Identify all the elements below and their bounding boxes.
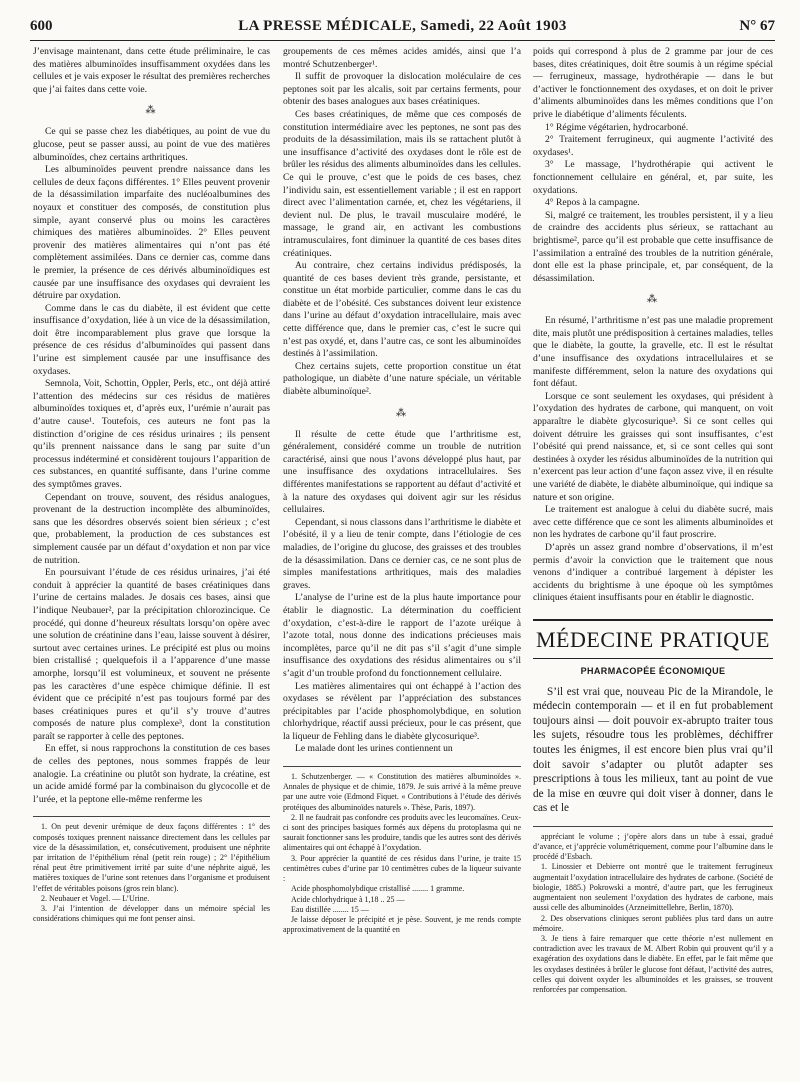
footnotes <box>283 766 521 935</box>
section-separator: ⁂ <box>145 105 158 117</box>
paragraph: Les matières alimentaires qui ont échappé à l’action des oxydases se révèlent par l’appréciation des substances précipitables par l’acide phosphomolybdique, en solution chlorhydrique, réactif aussi précieux, pour le cas présent, que la liqueur de Fehling dans le diabète glycosurique³. <box>283 680 521 742</box>
footnote: appréciant le volume ; j’opère alors dans un tube à essai, gradué d’avance, et j’apprécie volumétriquement, comme pour l’albumine dans le procédé d’Esbach. <box>533 831 773 862</box>
footnote: Je laisse déposer le précipité et je pèse. Souvent, je me rends compte approximativement de la quantité en <box>283 914 521 935</box>
paragraph: En poursuivant l’étude de ces résidus urinaires, j’ai été conduit à apprécier la quantité de bases créatiniques dans l’urine de certains malades. Je dosais ces bases, ainsi que l’indique Neubauer², par la précipitation chlorozincique. Ce procédé, qui donne d’heureux résultats lorsqu’on opère avec une solution de créatinine dans l’eau, laisse souvent à désirer, surtout avec certaines urines. Le précipité est plus ou moins bien cristallisé ; quelquefois il a l’apparence d’une masse amorphe, lorsqu’il est volumineux, et souvent ne présente pas les caractères d’une espèce chimique définie. Il est évident que ce précipité n’est pas toujours formé par des bases créatiniques pures et qu’il s’y trouve d’autres composés de nature plus complexe³, dont la constitution paraît se rapporter à celle des peptones. <box>33 567 270 742</box>
section-subtitle: PHARMACOPÉE ÉCONOMIQUE <box>580 665 726 676</box>
footnote-formula-line: Acide chlorhydrique à 1,18 .. 25 — <box>291 894 405 904</box>
paragraph: Le traitement est analogue à celui du diabète sucré, mais avec cette différence que ce sont les aliments albuminoïdes et non les hydrates de carbone qu’il faut proscrire. <box>533 504 773 541</box>
paragraph: Ces bases créatiniques, de même que ces composés de constitution intermédiaire avec les peptones, ne sont pas des produits de la désassimilation, mais ils se rattachent plutôt à une insuffisance d’activité des oxydases dont le rôle est de brûler les résidus des aliments albuminoïdes dans les cellules. Ce qui le prouve, c’est que le poids de ces bases, chez l’individu sain, est essentiellement variable ; il est en rapport direct avec l’alimentation carnée, et, chez les végétariens, il devient nul. De plus, le travail musculaire modéré, le massage, le grand air, en activant les combustions intramusculaires, font diminuer la quantité de ces bases dites créatiniques. <box>283 108 521 259</box>
paragraph: Le malade dont les urines contiennent un <box>295 743 453 755</box>
footnote: 2. Il ne faudrait pas confondre ces produits avec les leucomaïnes. Ceux-ci sont des principes basiques formés aux dépens du protoplasma qui ne saurait fonctionner sans les produire, tandis que les autres sont des dérivés alimentaires qui ont échappé à l’oxydation. <box>283 812 521 853</box>
footnote: 1. Schutzenberger. — « Constitution des matières albuminoïdes ». Annales de physique et de chimie, 1879. Je suis arrivé à la même preuve par une autre voie (Edmond Fiquet. « Contributions à l’étude des dérivés protéiques des albuminoïdes naturels ». Thèse, Paris, 1897). <box>283 772 521 812</box>
journal-title: LA PRESSE MÉDICALE, Samedi, 22 Août 1903 <box>238 18 567 34</box>
footnote: 3. Je tiens à faire remarquer que cette théorie n’est nullement en contradiction avec les travaux de M. Albert Robin qui prouvent qu’il y a exagération des oxydations dans le diabète. En effet, par le fait même que les oxydases destinées à brûler le glucose font défaut, l’activité des autres, celles qui doivent oxyder les albuminoïdes et les graisses, se trouvent renforcées par compensation. <box>533 933 773 994</box>
footnote: 1. On peut devenir urémique de deux façons différentes : 1° des composés toxiques prennent naissance directement dans les cellules par vice de la désassimilation, et, consécutivement, produisent une néphrite par irritation de l’épithélium rénal (petit rein rouge) ; 2° l’épithélium rénal peut être primitivement irrité par suite d’une néphrite aiguë, les matières toxiques de l’urine sont retenues dans l’organisme et produisent l’effet de véritables poisons (gros rein blanc). <box>33 822 270 893</box>
paragraph: Les albuminoïdes peuvent prendre naissance dans les cellules de deux façons différentes. 1° Elles peuvent provenir de la désassimilation imparfaite des nucléoalbumines des noyaux et constituer des composés, de constitution plus simple, ayant conservé plus ou moins les caractères chimiques des matières albuminoïdes. 2° Elles peuvent provenir des matières alimentaires qui n’ont pas été complètement assimilées. Dans ce dernier cas, comme dans le premier, la présence de ces dérivés albuminoïdiques est causée par une insuffisance des oxydases qui devraient les détruire par oxydation. <box>33 164 270 302</box>
column-3 <box>533 46 773 1076</box>
section-separator: ⁂ <box>647 294 659 306</box>
paragraph: Si, malgré ce traitement, les troubles persistent, il y a lieu de craindre des accidents plus sérieux, se rattachant au brightisme², parce qu’il est probable que cette insuffisance de l’assimilation a entraîné des troubles de la nutrition générale, dont elle est la phase principale, et, par conséquent, de la désassimilation. <box>533 209 773 284</box>
footnote: 1. Linossier et Debierre ont montré que le traitement ferrugineux augmentait l’oxydation intracellulaire des hydrates de carbone. (Société de biologie, 1885.) Pokrowski a montré, d’autre part, que les ferrugineux augmentaient non seulement l’oxydation des hydrates de carbone, mais aussi celle des albuminoïdes (Arzneimittellehre, Berlin, 1870). <box>533 862 773 913</box>
paragraph: groupements de ces mêmes acides amidés, ainsi que l’a montré Schutzenberger¹. <box>283 46 521 70</box>
paragraph: Cependant on trouve, souvent, des résidus analogues, provenant de la destruction incomplète des albuminoïdes, sans que les désordres observés soient bien sérieux ; c’est que, probablement, la production de ces substances est simplement causée par un défaut d’oxydation et non par vice de nutrition. <box>33 491 270 566</box>
list-item: 1° Régime végétarien, hydrocarboné. <box>545 121 689 133</box>
footnote: 3. Pour apprécier la quantité de ces résidus dans l’urine, je traite 15 centimètres cubes d’urine par 10 centimètres cubes de la liqueur suivante : <box>283 853 521 884</box>
paragraph: Cependant, si nous classons dans l’arthritisme le diabète et l’obésité, il y a lieu de tenir compte, dans l’étiologie de ces maladies, de l’origine du glucose, des graisses et des troubles de la désassimilation. Dans ce dernier cas, ce ne sont plus de simples manifestations arthritiques, mais des maladies graves. <box>283 516 521 591</box>
section-body <box>533 685 773 816</box>
footnote: 3. J’ai l’intention de développer dans un mémoire spécial les considérations chimiques qui me font penser ainsi. <box>33 904 270 924</box>
section-separator: ⁂ <box>396 407 408 419</box>
paragraph: Ce qui se passe chez les diabétiques, au point de vue du glucose, peut se passer aussi, au point de vue des matières albuminoïdes, chez certains arthritiques. <box>33 126 270 163</box>
paragraph: En résumé, l’arthritisme n’est pas une maladie proprement dite, mais plutôt une prédisposition à certaines maladies, telles que le diabète, la goutte, la gravelle, etc. Il est le résultat d’une insuffisance des oxydations intracellulaires et se manifeste différemment, selon la nature des oxydations qui font défaut. <box>533 315 773 390</box>
column-1 <box>33 46 270 1076</box>
section-title: MÉDECINE PRATIQUE <box>533 619 773 659</box>
list-item: 2° Traitement ferrugineux, qui augmente l’activité des oxydases¹. <box>533 134 773 158</box>
paragraph: J’envisage maintenant, dans cette étude préliminaire, le cas des matières albuminoïdes insuffisamment oxydées dans les cellules et je vais exposer le résultat des premières recherches que j’ai faites dans cette voie. <box>33 46 270 95</box>
footnotes <box>33 816 270 924</box>
footnote: 2. Neubauer et Vogel. — L’Urine. <box>41 893 150 903</box>
paragraph: Comme dans le cas du diabète, il est évident que cette insuffisance d’oxydation, liée à un vice de la désassimilation, doit être incomparablement plus grave que lorsque la présence de ces résidus d’albuminoïdes qui passent dans l’urine est simplement causée par une insuffisance des oxydases. <box>33 302 270 377</box>
paragraph: poids qui correspond à plus de 2 gramme par jour de ces bases, dites créatiniques, doit être soumis à un régime spécial — ferrugineux, massage, hydrothérapie — dans le but d’activer le fonctionnement des oxydases, et on doit le priver d’aliments albuminoïdes dans les mêmes conditions que l’on prive le diabétique d’aliments féculents. <box>533 46 773 120</box>
footnote: 2. Des observations cliniques seront publiées plus tard dans un autre mémoire. <box>533 913 773 933</box>
paragraph: Semnola, Voit, Schottin, Oppler, Perls, etc., ont déjà attiré l’attention des médecins sur ces résidus de matières albuminoïdes toxiques et, d’après eux, l’urémie n’aurait pas d’autre cause¹. Toutefois, ces auteurs ne font pas la distinction d’origine de ces résidus urinaires ; ils pensent qu’ils prennent naissance dans le sang par suite d’un processus indéterminé et considèrent toujours l’apparition de ces substances, en quantité suffisante, dans l’urine comme des symptômes graves. <box>33 378 270 490</box>
issue-number: N° 67 <box>739 18 775 34</box>
list-item: 4° Repos à la campagne. <box>545 197 640 209</box>
treatment-list <box>533 122 773 210</box>
page-header <box>30 10 775 41</box>
paragraph: D’après un assez grand nombre d’observations, il m’est permis d’avoir la conviction que le traitement que nous venons d’indiquer a contribué largement à dépister les accidents du brightisme à une époque où les symptômes cliniques étaient insuffisants pour en établir le diagnostic. <box>533 541 773 604</box>
paragraph: L’analyse de l’urine est de la plus haute importance pour établir le diagnostic. La détermination du coefficient d’oxydation, c’est-à-dire le rapport de l’azote uréique à l’azote total, nous donne des indications précieuses mais incomplètes, parce qu’il ne dit pas s’il s’agit d’une simple insuffisance des oxydations des résidus alimentaires ou s’il s’agit d’un trouble profond du fonctionnement cellulaire. <box>283 592 521 679</box>
list-item: 3° Le massage, l’hydrothérapie qui activent le fonctionnement cellulaire en général, et, par suite, les oxydations. <box>533 159 773 196</box>
column-2 <box>283 46 521 1076</box>
footnotes <box>533 826 773 995</box>
paragraph: Il résulte de cette étude que l’arthritisme est, généralement, considéré comme un trouble de nutrition caractérisé, ainsi que nous l’avons développé plus haut, par une insuffisance des oxydations intracellulaires. Ses différentes manifestations se rapportent au défaut d’activité et à la nature des oxydases qui doivent agir sur les résidus cellulaires. <box>283 428 521 516</box>
paragraph: En effet, si nous rapprochons la constitution de ces bases de celles des peptones, nous sommes frappés de leur analogie. La créatinine ou plutôt son hydrate, la créatine, est un acide amidé formé par la combinaison du glycocolle et de l’urée, et la peptone elle-même renferme les <box>33 743 270 805</box>
page-number: 600 <box>30 18 53 34</box>
footnote-formula-line: Acide phosphomolybdique cristallisé ........ 1 gramme. <box>291 884 465 894</box>
paragraph: Lorsque ce sont seulement les oxydases, qui président à l’oxydation des hydrates de carbone, qui manquent, on voit apparaître le diabète glycosurique³. Si ce sont celles qui doivent détruire les graisses qui sont insuffisantes, c’est l’obésité qui prend naissance, et, si ce sont celles qui sont destinées à oxyder les résidus albuminoïdes de la nutrition qui n’exercent pas leur action d’une façon assez vive, il en résulte une variété de diabète, le diabète albuminoïque, qui indique sa nature et son origine. <box>533 390 773 503</box>
paragraph: Au contraire, chez certains individus prédisposés, la quantité de ces bases devient très grande, persistante, et constitue un état morbide particulier, comme dans le cas du diabète et de l’obésité. Ces substances doivent leur existence dans l’urine au défaut d’oxydation intracellulaire, mais avec cette différence que, dans le premier cas, c’est le sucre qui n’est pas oxydé, et, dans l’autre cas, ce sont les albuminoïdes destinés à l’assimilation. <box>283 260 521 360</box>
paragraph: S’il est vrai que, nouveau Pic de la Mirandole, le médecin contemporain — et il en fut probablement toujours ainsi — doit pouvoir ex-abrupto traiter tous les sujets, résoudre tous les problèmes, déchiffrer toutes les énigmes, il est encore bien plus vrai qu’il doit savoir s’adapter ou plutôt adapter ses prescriptions à tous les milieux, tant au point de vue de la mise en œuvre qui doit viser à donner, dans le cas et le <box>533 685 773 815</box>
footnote-formula-line: Eau distillée ........ 15 — <box>291 904 369 914</box>
paragraph: Chez certains sujets, cette proportion constitue un état pathologique, un diabète d’une nature spéciale, un véritable diabète albuminoïque². <box>283 360 521 398</box>
paragraph: Il suffit de provoquer la dislocation moléculaire de ces peptones soit par les alcalis, soit par certains ferments, pour obtenir des bases analogues aux bases créatiniques. <box>283 71 521 108</box>
